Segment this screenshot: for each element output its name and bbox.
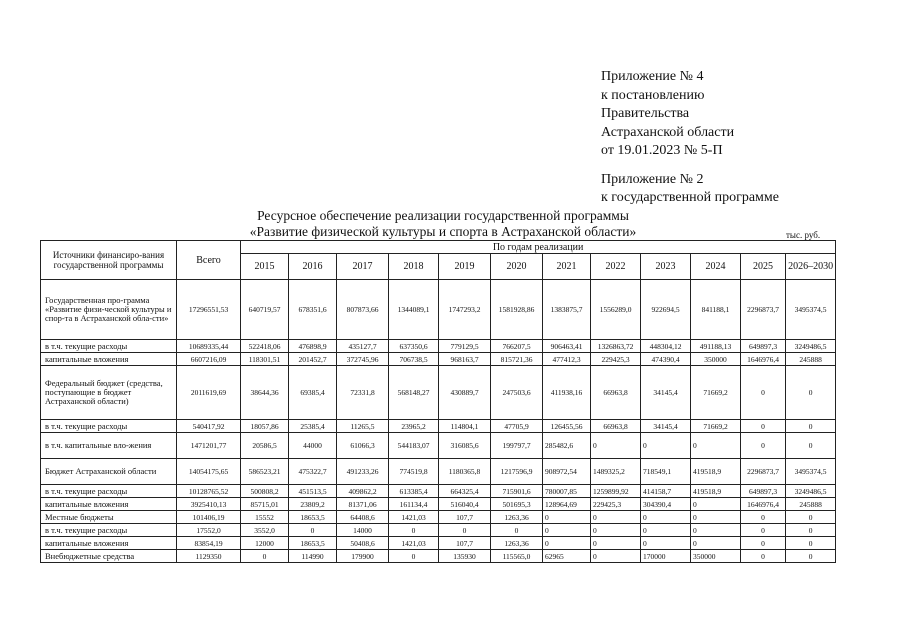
year-value-cell: 0	[741, 524, 786, 537]
year-value-cell: 285482,6	[543, 433, 591, 459]
year-value-cell: 491188,13	[691, 340, 741, 353]
year-value-cell: 62965	[543, 550, 591, 563]
year-value-cell: 71669,2	[691, 420, 741, 433]
year-value-cell: 1646976,4	[741, 498, 786, 511]
row-total: 10128765,52	[177, 485, 241, 498]
source-header: Источники финансиро-вания государственной программы	[41, 241, 177, 280]
year-value-cell: 64408,6	[337, 511, 389, 524]
year-value-cell: 1421,03	[389, 511, 439, 524]
year-value-cell: 0	[641, 537, 691, 550]
year-value-cell: 448304,12	[641, 340, 691, 353]
year-header: 2018	[389, 254, 439, 280]
year-value-cell: 179900	[337, 550, 389, 563]
year-header: 2021	[543, 254, 591, 280]
table-row	[41, 353, 836, 366]
year-header: 2023	[641, 254, 691, 280]
row-label: Федеральный бюджет (средства, поступающие в бюджет Астраханской области)	[41, 366, 177, 420]
year-value-cell: 649897,3	[741, 485, 786, 498]
year-value-cell: 18653,5	[289, 537, 337, 550]
year-value-cell: 0	[591, 537, 641, 550]
row-total: 101406,19	[177, 511, 241, 524]
year-value-cell: 1180365,8	[439, 459, 491, 485]
year-value-cell: 0	[241, 550, 289, 563]
year-value-cell: 0	[543, 524, 591, 537]
year-value-cell: 968163,7	[439, 353, 491, 366]
total-header: Всего	[177, 241, 241, 280]
year-header: 2019	[439, 254, 491, 280]
year-value-cell: 201452,7	[289, 353, 337, 366]
year-value-cell: 419518,9	[691, 459, 741, 485]
table-row	[41, 280, 836, 340]
year-value-cell: 1259899,92	[591, 485, 641, 498]
year-value-cell: 1263,36	[491, 537, 543, 550]
year-value-cell: 170000	[641, 550, 691, 563]
year-value-cell: 409862,2	[337, 485, 389, 498]
year-value-cell: 841188,1	[691, 280, 741, 340]
year-value-cell: 3495374,5	[786, 280, 836, 340]
year-value-cell: 1581928,86	[491, 280, 543, 340]
year-value-cell: 0	[491, 524, 543, 537]
year-value-cell: 0	[591, 433, 641, 459]
year-value-cell: 477412,3	[543, 353, 591, 366]
row-total: 1471201,77	[177, 433, 241, 459]
year-value-cell: 0	[741, 433, 786, 459]
year-value-cell: 637350,6	[389, 340, 439, 353]
row-label: капитальные вложения	[41, 537, 177, 550]
row-total: 540417,92	[177, 420, 241, 433]
year-value-cell: 501695,3	[491, 498, 543, 511]
appendix-line: от 19.01.2023 № 5-П	[601, 143, 723, 158]
year-value-cell: 649897,3	[741, 340, 786, 353]
year-value-cell: 475322,7	[289, 459, 337, 485]
year-value-cell: 0	[641, 524, 691, 537]
year-value-cell: 807873,66	[337, 280, 389, 340]
year-value-cell: 1556289,0	[591, 280, 641, 340]
year-value-cell: 500808,2	[241, 485, 289, 498]
year-value-cell: 18057,86	[241, 420, 289, 433]
year-value-cell: 0	[741, 537, 786, 550]
year-value-cell: 411938,16	[543, 366, 591, 420]
year-value-cell: 0	[591, 550, 641, 563]
year-value-cell: 14000	[337, 524, 389, 537]
row-total: 2011619,69	[177, 366, 241, 420]
table-row	[41, 537, 836, 550]
year-value-cell: 568148,27	[389, 366, 439, 420]
year-value-cell: 372745,96	[337, 353, 389, 366]
year-value-cell: 0	[786, 550, 836, 563]
year-header: 2020	[491, 254, 543, 280]
year-value-cell: 640719,57	[241, 280, 289, 340]
row-label: Бюджет Астраханской области	[41, 459, 177, 485]
year-value-cell: 544183,07	[389, 433, 439, 459]
row-label: в т.ч. капитальные вло-жения	[41, 433, 177, 459]
year-value-cell: 516040,4	[439, 498, 491, 511]
row-total: 83854,19	[177, 537, 241, 550]
year-value-cell: 11265,5	[337, 420, 389, 433]
year-value-cell: 66963,8	[591, 366, 641, 420]
year-value-cell: 245888	[786, 498, 836, 511]
row-label: в т.ч. текущие расходы	[41, 524, 177, 537]
year-value-cell: 107,7	[439, 511, 491, 524]
year-value-cell: 0	[786, 366, 836, 420]
row-total: 17296551,53	[177, 280, 241, 340]
year-value-cell: 715901,6	[491, 485, 543, 498]
year-value-cell: 1421,03	[389, 537, 439, 550]
year-value-cell: 706738,5	[389, 353, 439, 366]
year-value-cell: 414158,7	[641, 485, 691, 498]
year-value-cell: 245888	[786, 353, 836, 366]
year-value-cell: 491233,26	[337, 459, 389, 485]
year-value-cell: 774519,8	[389, 459, 439, 485]
title-line-2: «Развитие физической культуры и спорта в Астраханской области»	[249, 224, 637, 239]
row-total: 10689335,44	[177, 340, 241, 353]
units-label: тыс. руб.	[786, 230, 821, 240]
year-value-cell: 815721,36	[491, 353, 543, 366]
table-row	[41, 459, 836, 485]
year-value-cell: 0	[691, 511, 741, 524]
row-total: 6607216,09	[177, 353, 241, 366]
year-value-cell: 135930	[439, 550, 491, 563]
row-label: капитальные вложения	[41, 353, 177, 366]
row-total: 14054175,65	[177, 459, 241, 485]
year-value-cell: 476898,9	[289, 340, 337, 353]
year-value-cell: 66963,8	[591, 420, 641, 433]
year-value-cell: 114990	[289, 550, 337, 563]
year-value-cell: 304390,4	[641, 498, 691, 511]
year-value-cell: 0	[389, 550, 439, 563]
year-value-cell: 1489325,2	[591, 459, 641, 485]
table-row	[41, 366, 836, 420]
table-row	[41, 498, 836, 511]
year-value-cell: 128964,69	[543, 498, 591, 511]
year-value-cell: 0	[543, 537, 591, 550]
year-value-cell: 451513,5	[289, 485, 337, 498]
year-value-cell: 316085,6	[439, 433, 491, 459]
appendix-block	[601, 68, 779, 208]
year-value-cell: 0	[786, 511, 836, 524]
table-row	[41, 550, 836, 563]
year-value-cell: 34145,4	[641, 366, 691, 420]
year-value-cell: 1646976,4	[741, 353, 786, 366]
year-value-cell: 61066,3	[337, 433, 389, 459]
year-value-cell: 161134,4	[389, 498, 439, 511]
year-value-cell: 0	[786, 524, 836, 537]
year-value-cell: 0	[786, 537, 836, 550]
table-row	[41, 433, 836, 459]
year-value-cell: 0	[691, 524, 741, 537]
year-value-cell: 34145,4	[641, 420, 691, 433]
year-value-cell: 0	[786, 433, 836, 459]
year-value-cell: 1344089,1	[389, 280, 439, 340]
year-header: 2026–2030	[786, 254, 836, 280]
row-label: Внебюджетные средства	[41, 550, 177, 563]
year-value-cell: 20586,5	[241, 433, 289, 459]
row-label: в т.ч. текущие расходы	[41, 420, 177, 433]
year-header: 2015	[241, 254, 289, 280]
year-value-cell: 3552,0	[241, 524, 289, 537]
row-label: капитальные вложения	[41, 498, 177, 511]
year-value-cell: 72331,8	[337, 366, 389, 420]
year-value-cell: 229425,3	[591, 498, 641, 511]
year-value-cell: 114804,1	[439, 420, 491, 433]
appendix-line: Астраханской области	[601, 124, 735, 140]
year-header: 2022	[591, 254, 641, 280]
year-value-cell: 2296873,7	[741, 459, 786, 485]
row-label: Местные бюджеты	[41, 511, 177, 524]
row-total: 17552,0	[177, 524, 241, 537]
year-value-cell: 906463,41	[543, 340, 591, 353]
year-value-cell: 0	[691, 537, 741, 550]
year-value-cell: 115565,0	[491, 550, 543, 563]
year-value-cell: 0	[741, 420, 786, 433]
years-group-header: По годам реализации	[241, 241, 836, 254]
year-value-cell: 350000	[691, 550, 741, 563]
appendix-line: Приложение № 4	[601, 69, 704, 84]
year-value-cell: 0	[591, 524, 641, 537]
year-value-cell: 0	[691, 498, 741, 511]
year-value-cell: 12000	[241, 537, 289, 550]
year-value-cell: 118301,51	[241, 353, 289, 366]
year-value-cell: 47705,9	[491, 420, 543, 433]
year-value-cell: 3495374,5	[786, 459, 836, 485]
year-value-cell: 0	[641, 511, 691, 524]
year-value-cell: 0	[691, 433, 741, 459]
row-total: 1129350	[177, 550, 241, 563]
year-value-cell: 0	[786, 420, 836, 433]
table-row	[41, 511, 836, 524]
year-header: 2017	[337, 254, 389, 280]
year-value-cell: 1217596,9	[491, 459, 543, 485]
year-value-cell: 18653,5	[289, 511, 337, 524]
year-value-cell: 664325,4	[439, 485, 491, 498]
year-value-cell: 419518,9	[691, 485, 741, 498]
year-value-cell: 0	[641, 433, 691, 459]
year-value-cell: 0	[741, 366, 786, 420]
year-value-cell: 69385,4	[289, 366, 337, 420]
year-value-cell: 0	[439, 524, 491, 537]
year-value-cell: 779129,5	[439, 340, 491, 353]
year-value-cell: 613385,4	[389, 485, 439, 498]
year-value-cell: 1326863,72	[591, 340, 641, 353]
year-value-cell: 2296873,7	[741, 280, 786, 340]
appendix-line: к государственной программе	[601, 190, 779, 205]
year-value-cell: 522418,06	[241, 340, 289, 353]
year-value-cell: 0	[741, 511, 786, 524]
year-value-cell: 350000	[691, 353, 741, 366]
title-line-1: Ресурсное обеспечение реализации государственной программы	[257, 208, 629, 223]
year-value-cell: 0	[389, 524, 439, 537]
year-value-cell: 71669,2	[691, 366, 741, 420]
year-value-cell: 1747293,2	[439, 280, 491, 340]
appendix-line: к постановлению	[601, 87, 705, 103]
year-value-cell: 229425,3	[591, 353, 641, 366]
year-value-cell: 908972,54	[543, 459, 591, 485]
table-row	[41, 485, 836, 498]
row-label: Государственная про-грамма «Развитие физи-ческой культуры и спор-та в Астраханской обла-сти»	[41, 280, 177, 340]
row-label: в т.ч. текущие расходы	[41, 485, 177, 498]
year-value-cell: 199797,7	[491, 433, 543, 459]
appendix-line: Приложение № 2	[601, 171, 704, 187]
year-header: 2025	[741, 254, 786, 280]
year-value-cell: 23965,2	[389, 420, 439, 433]
year-value-cell: 678351,6	[289, 280, 337, 340]
year-value-cell: 435127,7	[337, 340, 389, 353]
year-value-cell: 15552	[241, 511, 289, 524]
year-value-cell: 718549,1	[641, 459, 691, 485]
year-value-cell: 1263,36	[491, 511, 543, 524]
year-value-cell: 586523,21	[241, 459, 289, 485]
row-label: в т.ч. текущие расходы	[41, 340, 177, 353]
year-value-cell: 107,7	[439, 537, 491, 550]
year-value-cell: 247503,6	[491, 366, 543, 420]
year-value-cell: 430889,7	[439, 366, 491, 420]
year-value-cell: 1383875,7	[543, 280, 591, 340]
year-value-cell: 474390,4	[641, 353, 691, 366]
table-row	[41, 524, 836, 537]
year-value-cell: 780007,85	[543, 485, 591, 498]
year-value-cell: 922694,5	[641, 280, 691, 340]
year-value-cell: 0	[741, 550, 786, 563]
year-value-cell: 38644,36	[241, 366, 289, 420]
year-value-cell: 0	[591, 511, 641, 524]
year-value-cell: 126455,56	[543, 420, 591, 433]
year-header: 2016	[289, 254, 337, 280]
year-value-cell: 0	[289, 524, 337, 537]
document-title	[218, 208, 668, 240]
year-value-cell: 81371,06	[337, 498, 389, 511]
year-value-cell: 3249486,5	[786, 485, 836, 498]
year-value-cell: 44000	[289, 433, 337, 459]
year-value-cell: 50408,6	[337, 537, 389, 550]
table-row	[41, 340, 836, 353]
table-row	[41, 420, 836, 433]
year-value-cell: 0	[543, 511, 591, 524]
year-value-cell: 25385,4	[289, 420, 337, 433]
year-value-cell: 23809,2	[289, 498, 337, 511]
year-value-cell: 766207,5	[491, 340, 543, 353]
row-total: 3925410,13	[177, 498, 241, 511]
appendix-line: Правительства	[601, 106, 690, 121]
year-value-cell: 85715,01	[241, 498, 289, 511]
year-value-cell: 3249486,5	[786, 340, 836, 353]
year-header: 2024	[691, 254, 741, 280]
financing-table	[40, 240, 836, 563]
